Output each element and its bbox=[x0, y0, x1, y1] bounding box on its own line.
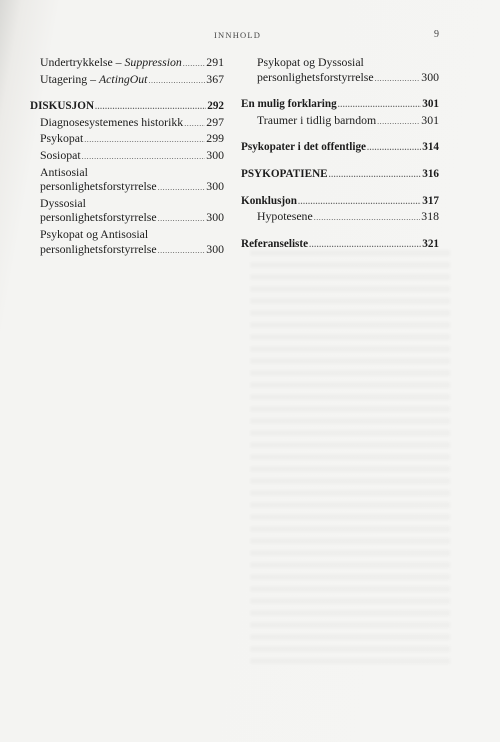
toc-entry-antisosial: personlighetsforstyrrelse ..... 300 bbox=[30, 179, 224, 196]
toc-page-number: 292 bbox=[207, 100, 224, 113]
toc-page-number: 297 bbox=[206, 114, 224, 129]
toc-page-number: 301 bbox=[421, 112, 439, 127]
dot-leader bbox=[95, 100, 206, 115]
dot-leader bbox=[158, 181, 206, 196]
dot-leader bbox=[329, 168, 422, 183]
toc-page-number: 321 bbox=[422, 237, 439, 250]
dot-leader bbox=[158, 212, 206, 227]
dot-leader bbox=[148, 74, 205, 89]
toc-left-column bbox=[30, 55, 224, 258]
dot-leader bbox=[158, 244, 206, 259]
toc-entry-psykopat-antisosial: personlighetsforstyrrelse ..... 300 bbox=[30, 242, 224, 259]
toc-right-column bbox=[241, 55, 439, 252]
dot-leader bbox=[375, 72, 421, 87]
toc-page-number: 300 bbox=[206, 179, 224, 194]
toc-entry-traumer: Traumer i tidlig barndom ..... 301 bbox=[241, 113, 439, 130]
toc-entry-utagering: Utagering – ActingOut ..... 367 bbox=[30, 72, 224, 89]
dot-leader bbox=[184, 117, 205, 132]
toc-entry-sosiopat: Sosiopat ..... 300 bbox=[30, 148, 224, 165]
toc-page-number: 300 bbox=[421, 69, 439, 84]
toc-entry-referanseliste: Referanseliste ..... 321 bbox=[241, 237, 439, 253]
toc-entry-hypotesene: Hypotesene ..... 318 bbox=[241, 209, 439, 226]
toc-page-number: 299 bbox=[206, 131, 224, 146]
toc-entry-psykopat-dyssosial-line1: Psykopat og Dyssosial bbox=[257, 55, 364, 69]
toc-page-number: 367 bbox=[206, 71, 224, 86]
toc-page-number: 300 bbox=[206, 147, 224, 162]
dot-leader bbox=[82, 150, 206, 165]
dot-leader bbox=[183, 57, 206, 72]
dot-leader bbox=[84, 133, 205, 148]
dot-leader bbox=[367, 141, 421, 156]
toc-entry-en-mulig-forklaring: En mulig forklaring ..... 301 bbox=[241, 97, 439, 113]
dot-leader bbox=[309, 238, 421, 253]
dot-leader bbox=[338, 98, 421, 113]
toc-entry-dyssosial-line1: Dyssosial bbox=[40, 195, 86, 210]
term-acting-out: ActingOut bbox=[98, 71, 148, 86]
toc-page-number: 300 bbox=[206, 241, 224, 256]
toc-page-number: 318 bbox=[421, 209, 439, 224]
toc-entry-antisosial-line1: Antisosial bbox=[40, 164, 88, 179]
toc-entry-dyssosial: personlighetsforstyrrelse ..... 300 bbox=[30, 210, 224, 227]
toc-page-number: 317 bbox=[422, 194, 439, 207]
toc-entry-psykopat-dyssosial: personlighetsforstyrrelse ..... 300 bbox=[241, 70, 439, 87]
page-number: 9 bbox=[434, 29, 439, 40]
toc-entry-psykopater-i-det-offentlige: Psykopater i det offentlige ..... 314 bbox=[241, 140, 439, 156]
toc-page-number: 291 bbox=[206, 55, 224, 69]
toc-page-number: 316 bbox=[422, 167, 439, 180]
toc-entry-psykopat: Psykopat ..... 299 bbox=[30, 131, 224, 148]
toc-page-number: 301 bbox=[422, 98, 439, 111]
running-head: INNHOLD bbox=[214, 30, 262, 40]
bleed-through-text bbox=[250, 250, 450, 670]
toc-page-number: 300 bbox=[206, 210, 224, 225]
toc-entry-diagnosesystemenes-historikk: Diagnosesystemenes historikk ..... 297 bbox=[30, 115, 224, 132]
toc-entry-konklusjon: Konklusjon ..... 317 bbox=[241, 194, 439, 210]
dot-leader bbox=[377, 115, 420, 130]
term-suppression: Suppression bbox=[124, 55, 182, 69]
dot-leader bbox=[314, 211, 421, 226]
toc-entry-diskusjon: DISKUSJON ..... 292 bbox=[30, 99, 224, 115]
dot-leader bbox=[298, 195, 421, 210]
toc-page-number: 314 bbox=[422, 141, 439, 154]
toc-entry-psykopat-antisosial-line1: Psykopat og Antisosial bbox=[40, 226, 149, 241]
toc-entry-psykopatiene: PSYKOPATIENE ..... 316 bbox=[241, 167, 439, 183]
page-header bbox=[0, 30, 500, 42]
toc-entry-undertrykkelse: Undertrykkelse – Suppression ..... 291 bbox=[30, 55, 224, 72]
